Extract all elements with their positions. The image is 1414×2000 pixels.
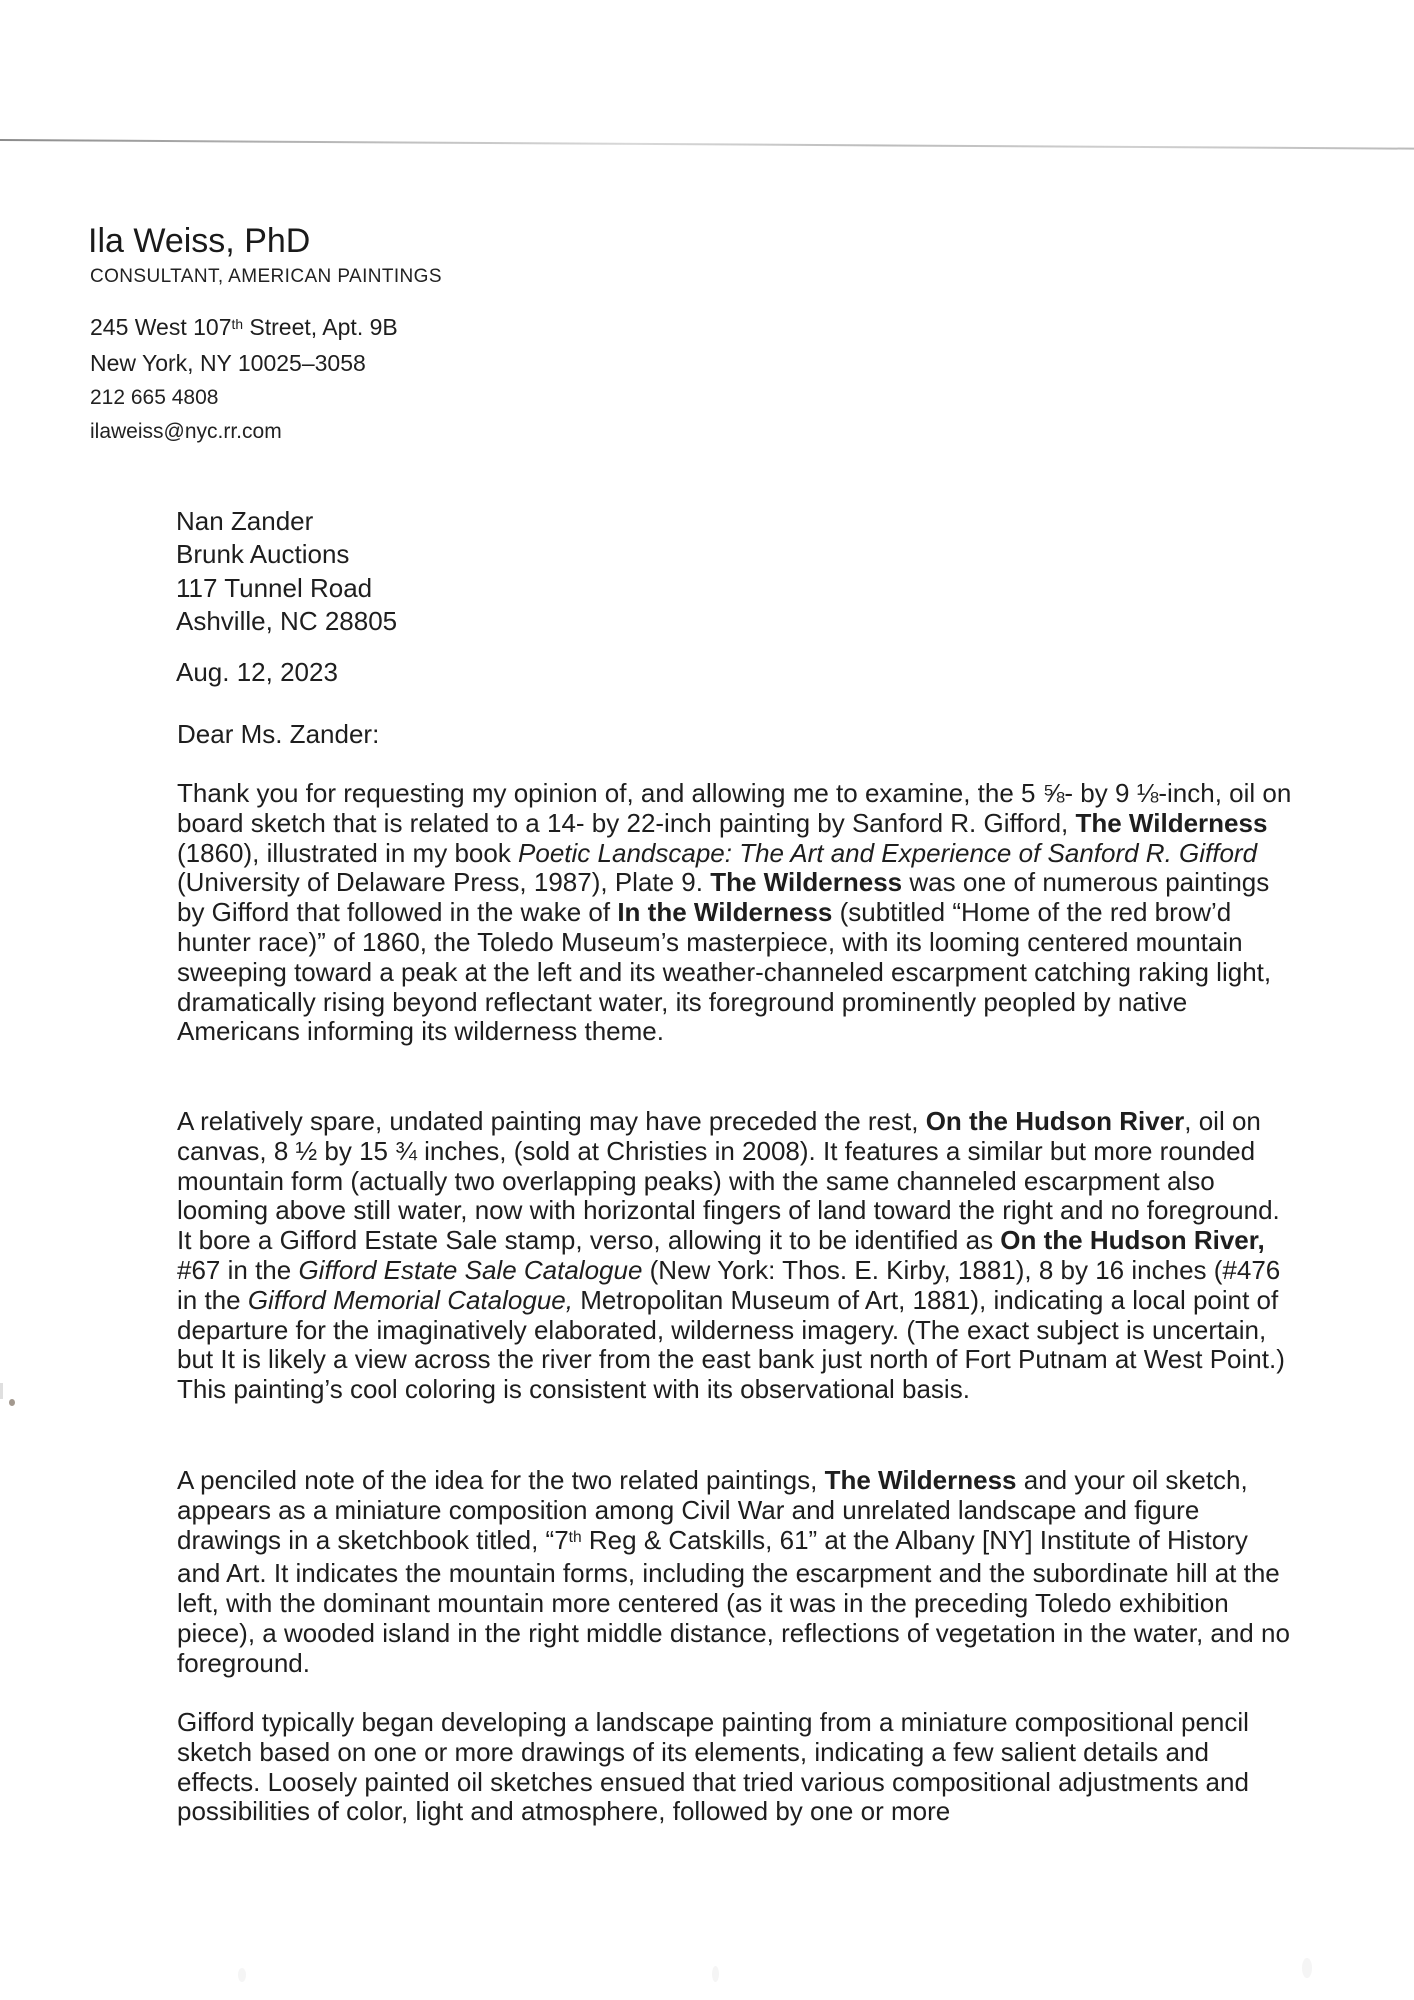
recipient-block — [176, 505, 397, 639]
recipient-name: Nan Zander — [176, 506, 314, 536]
letterhead-name: Ila Weiss, PhD — [88, 222, 311, 260]
letterhead-address — [90, 311, 398, 379]
scan-edge-mark — [0, 1383, 3, 1399]
letterhead-address-line1: 245 West 107th Street, Apt. 9B — [90, 314, 398, 340]
body-paragraph-3: A penciled note of the idea for the two related paintings, The Wilderness and your oil sketch, appears as a miniature composition among Civil War and unrelated landscape and figure drawings in a sketchbook titled, “7th Reg & Catskills, 61” at the Albany [NY] Institute of History and Art. It indicates the mountain forms, including the escarpment and the subordinate hill at the left, with the dominant mountain more centered (as it was in the preceding Toledo exhibition piece), a wooded island in the right middle distance, reflections of vegetation in the water, and no foreground. — [177, 1465, 1290, 1678]
letterhead-address-line2: New York, NY 10025–3058 — [90, 350, 366, 376]
recipient-company: Brunk Auctions — [176, 539, 350, 570]
salutation: Dear Ms. Zander: — [177, 719, 380, 749]
scan-smudge — [1302, 1958, 1312, 1978]
body-paragraph-4: Gifford typically began developing a landscape painting from a miniature compositional pencil sketch based on one or more drawings of its elements, indicating a few salient details and effects. Loosely painted oil sketches ensued that tried various compositional adjustments and possibilities of color, light and atmosphere, followed by one or more — [177, 1707, 1249, 1827]
body-paragraph-2: A relatively spare, undated painting may have preceded the rest, On the Hudson River, oil on canvas, 8 ½ by 15 ¾ inches, (sold at Christies in 2008). It features a similar but more rounded mountain form (actually two overlapping peaks) with the same channeled escarpment also looming above still water, now with horizontal fingers of land toward the right and no foreground. It bore a Gifford Estate Sale stamp, verso, allowing it to be identified as On the Hudson River, #67 in the Gifford Estate Sale Catalogue (New York: Thos. E. Kirby, 1881), 8 by 16 inches (#476 in the Gifford Memorial Catalogue, Metropolitan Museum of Art, 1881), indicating a local point of departure for the imaginatively elaborated, wilderness imagery. (The exact subject is uncertain, but It is likely a view across the river from the east bank just north of Fort Putnam at West Point.) This painting’s cool coloring is consistent with its observational basis. — [177, 1106, 1285, 1405]
letterhead-role: CONSULTANT, AMERICAN PAINTINGS — [90, 266, 442, 287]
scan-artifact-line — [0, 139, 1414, 150]
letterhead-email: ilaweiss@nyc.rr.com — [90, 420, 282, 443]
recipient-street: 117 Tunnel Road — [176, 572, 373, 603]
scan-smudge — [238, 1968, 246, 1982]
scan-smudge — [712, 1966, 719, 1982]
recipient-city: Ashville, NC 28805 — [176, 606, 398, 637]
body-paragraph-1: Thank you for requesting my opinion of, and allowing me to examine, the 5 ⅝- by 9 ⅛-inch, oil on board sketch that is related to a 14- by 22-inch painting by Sanford R. Gifford, The Wilderness (1860), illustrated in my book Poetic Landscape: The Art and Experience of Sanford R. Gifford (University of Delaware Press, 1987), Plate 9. The Wilderness was one of numerous paintings by Gifford that followed in the wake of In the Wilderness (subtitled “Home of the red brow’d hunter race)” of 1860, the Toledo Museum’s masterpiece, with its looming centered mountain sweeping toward a peak at the left and its weather-channeled escarpment catching raking light, dramatically rising beyond reflectant water, its foreground prominently peopled by native Americans informing its wilderness theme. — [177, 778, 1292, 1047]
letterhead-phone: 212 665 4808 — [90, 386, 219, 409]
letter-date: Aug. 12, 2023 — [176, 657, 338, 687]
scan-speck — [9, 1399, 15, 1406]
